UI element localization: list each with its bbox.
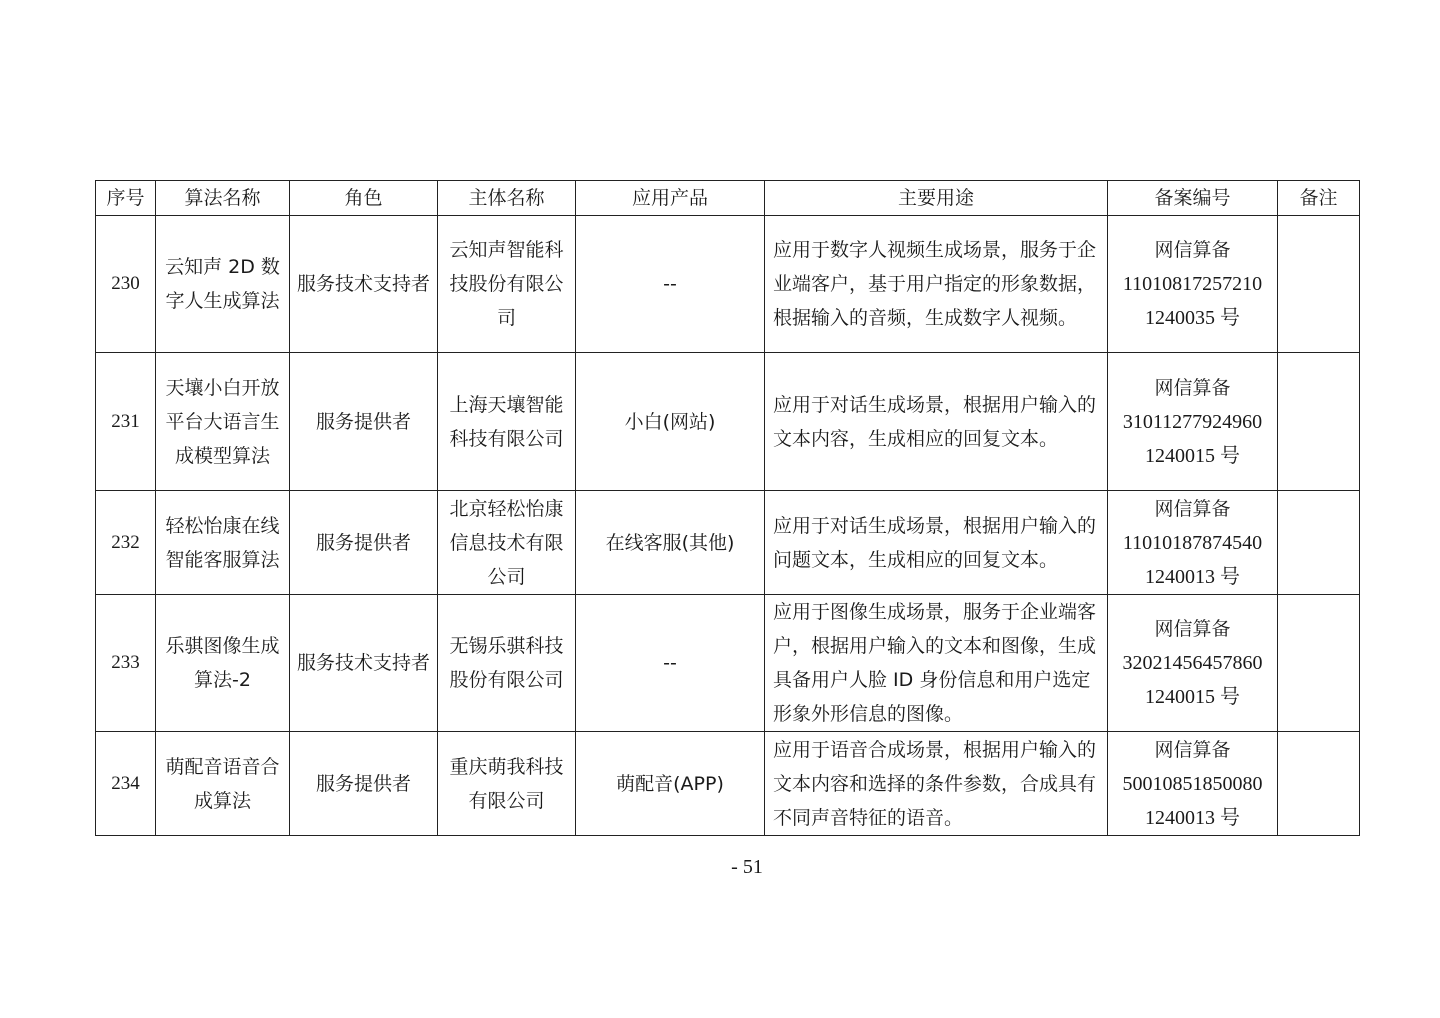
cell-remarks bbox=[1278, 491, 1360, 595]
cell-product: 在线客服(其他) bbox=[576, 491, 765, 595]
filing-digits: 32021456457860 bbox=[1122, 652, 1263, 674]
table-row bbox=[96, 491, 1360, 595]
cell-entity-name: 云知声智能科技股份有限公司 bbox=[438, 216, 576, 353]
filing-suffix: 1240013 号 bbox=[1145, 565, 1240, 588]
filing-prefix: 网信算备 bbox=[1154, 376, 1231, 399]
filing-digits: 11010817257210 bbox=[1122, 273, 1263, 295]
filing-suffix: 1240015 号 bbox=[1145, 686, 1240, 708]
cell-remarks bbox=[1278, 353, 1360, 491]
filing-prefix: 网信算备 bbox=[1154, 497, 1231, 520]
cell-entity-name: 重庆萌我科技有限公司 bbox=[438, 732, 576, 836]
filing-suffix: 1240015 号 bbox=[1145, 444, 1240, 467]
filing-digits: 31011277924960 bbox=[1122, 410, 1263, 433]
cell-seq: 232 bbox=[96, 491, 156, 595]
header-entity-name: 主体名称 bbox=[438, 181, 576, 216]
cell-remarks bbox=[1278, 732, 1360, 836]
header-seq: 序号 bbox=[96, 181, 156, 216]
filing-prefix: 网信算备 bbox=[1154, 618, 1231, 640]
cell-seq: 234 bbox=[96, 732, 156, 836]
cell-usage: 应用于对话生成场景，根据用户输入的问题文本，生成相应的回复文本。 bbox=[765, 491, 1108, 595]
table-row bbox=[96, 216, 1360, 353]
cell-algorithm-name: 轻松怡康在线智能客服算法 bbox=[156, 491, 290, 595]
cell-filing-number bbox=[1108, 595, 1278, 732]
cell-remarks bbox=[1278, 216, 1360, 353]
filing-digits: 11010187874540 bbox=[1122, 531, 1263, 554]
table-header-row bbox=[96, 181, 1360, 216]
header-role: 角色 bbox=[290, 181, 438, 216]
cell-filing-number bbox=[1108, 491, 1278, 595]
header-usage: 主要用途 bbox=[765, 181, 1108, 216]
cell-role: 服务提供者 bbox=[290, 491, 438, 595]
page-number: - 51 bbox=[731, 856, 763, 878]
cell-filing-number bbox=[1108, 353, 1278, 491]
cell-role: 服务技术支持者 bbox=[290, 216, 438, 353]
header-product: 应用产品 bbox=[576, 181, 765, 216]
cell-entity-name: 无锡乐骐科技股份有限公司 bbox=[438, 595, 576, 732]
cell-filing-number bbox=[1108, 732, 1278, 836]
cell-algorithm-name: 云知声 2D 数字人生成算法 bbox=[156, 216, 290, 353]
filing-prefix: 网信算备 bbox=[1154, 738, 1231, 761]
cell-product: 小白(网站) bbox=[576, 353, 765, 491]
filing-suffix: 1240035 号 bbox=[1145, 307, 1240, 329]
cell-seq: 231 bbox=[96, 353, 156, 491]
filing-prefix: 网信算备 bbox=[1154, 239, 1231, 261]
filing-suffix: 1240013 号 bbox=[1145, 806, 1240, 829]
table-row bbox=[96, 353, 1360, 491]
filing-digits: 50010851850080 bbox=[1122, 772, 1263, 795]
cell-product: -- bbox=[576, 595, 765, 732]
cell-usage: 应用于语音合成场景，根据用户输入的文本内容和选择的条件参数，合成具有不同声音特征的语音。 bbox=[765, 732, 1108, 836]
cell-product: -- bbox=[576, 216, 765, 353]
table-row bbox=[96, 595, 1360, 732]
cell-role: 服务提供者 bbox=[290, 353, 438, 491]
table-row bbox=[96, 732, 1360, 836]
header-remarks: 备注 bbox=[1278, 181, 1360, 216]
cell-usage: 应用于对话生成场景，根据用户输入的文本内容，生成相应的回复文本。 bbox=[765, 353, 1108, 491]
cell-usage: 应用于图像生成场景，服务于企业端客户，根据用户输入的文本和图像，生成具备用户人脸 ID 身份信息和用户选定形象外形信息的图像。 bbox=[765, 595, 1108, 732]
cell-seq: 233 bbox=[96, 595, 156, 732]
cell-algorithm-name: 天壤小白开放平台大语言生成模型算法 bbox=[156, 353, 290, 491]
cell-role: 服务技术支持者 bbox=[290, 595, 438, 732]
header-filing-number: 备案编号 bbox=[1108, 181, 1278, 216]
cell-filing-number bbox=[1108, 216, 1278, 353]
cell-remarks bbox=[1278, 595, 1360, 732]
cell-entity-name: 北京轻松怡康信息技术有限公司 bbox=[438, 491, 576, 595]
cell-algorithm-name: 乐骐图像生成算法-2 bbox=[156, 595, 290, 732]
cell-usage: 应用于数字人视频生成场景，服务于企业端客户，基于用户指定的形象数据，根据输入的音频，生成数字人视频。 bbox=[765, 216, 1108, 353]
header-algorithm-name: 算法名称 bbox=[156, 181, 290, 216]
cell-role: 服务提供者 bbox=[290, 732, 438, 836]
cell-seq: 230 bbox=[96, 216, 156, 353]
algorithm-registry-table bbox=[95, 180, 1360, 836]
cell-algorithm-name: 萌配音语音合成算法 bbox=[156, 732, 290, 836]
cell-entity-name: 上海天壤智能科技有限公司 bbox=[438, 353, 576, 491]
cell-product: 萌配音(APP) bbox=[576, 732, 765, 836]
